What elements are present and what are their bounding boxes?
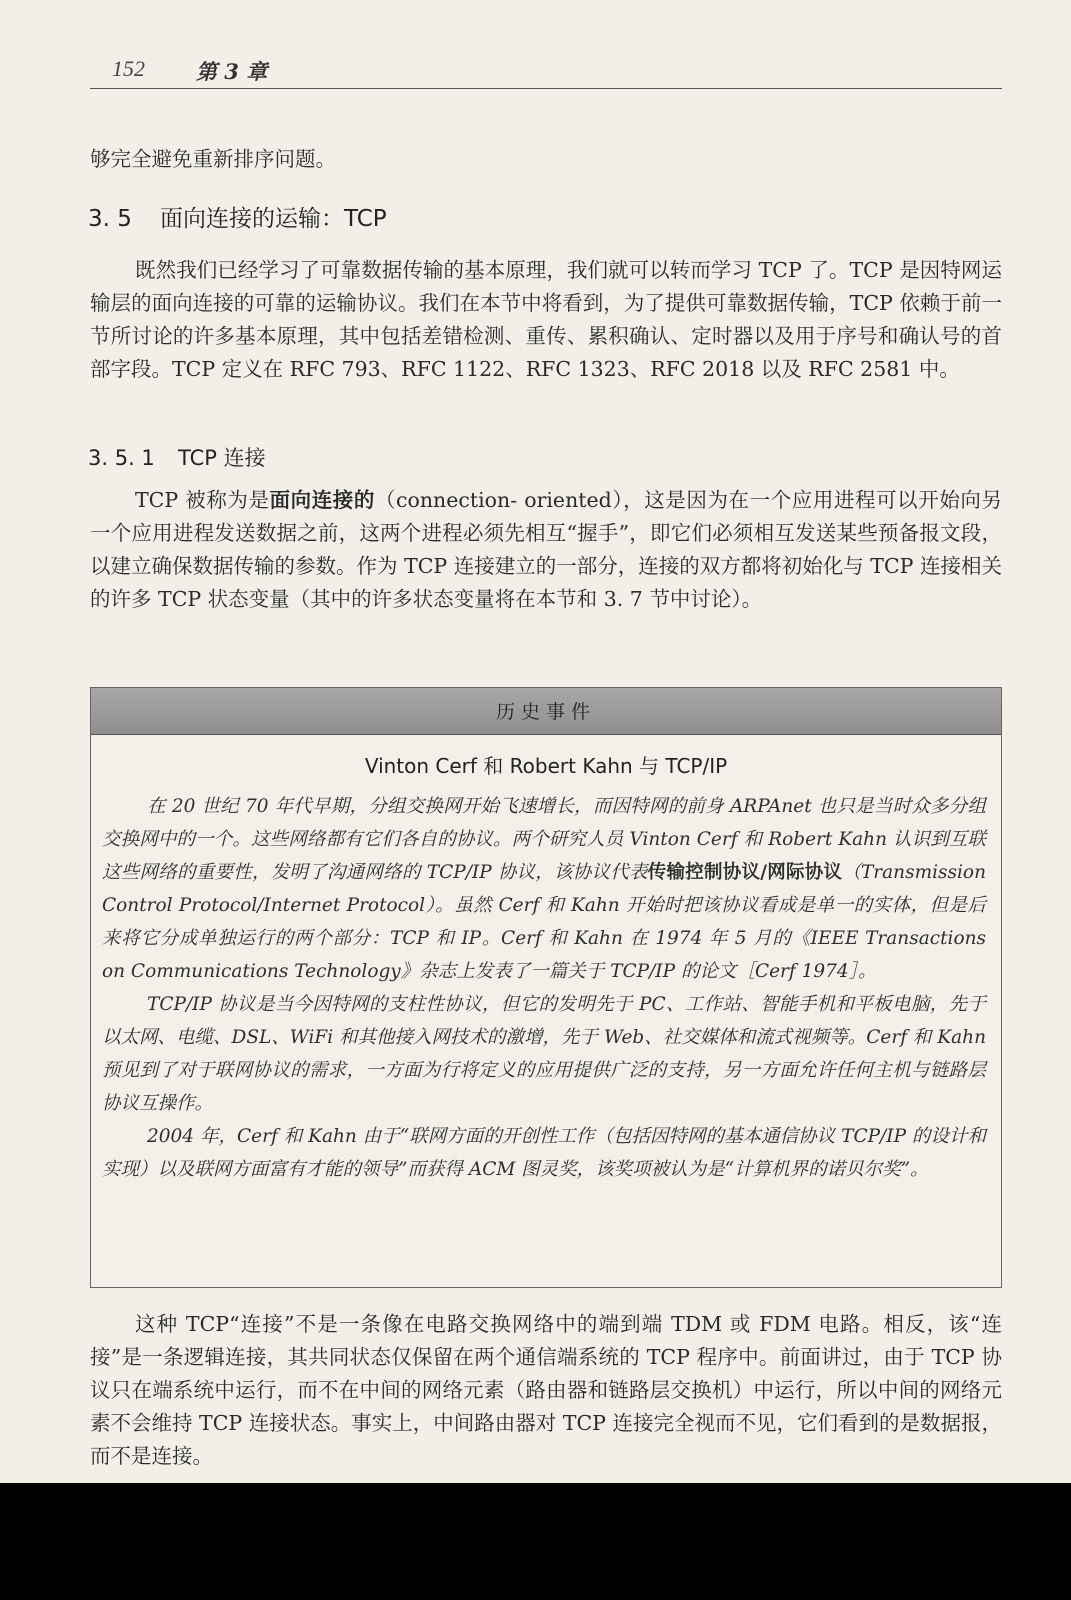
section-number: 3. 5 <box>88 206 132 232</box>
sidebar-p1-rest: （Transmission Control Protocol/Internet Protocol）。虽然 Cerf 和 Kahn 开始时把该协议看成是单一的实体，但是后来将它分成单独运行的两个部分：TCP 和 IP。Cerf 和 Kahn 在 1974 年 5 月的《IEEE Transactions on Communications Technology》杂志上发表了一篇关于 TCP/IP 的论文［Cerf 1974］。 <box>102 862 986 982</box>
term-connection-oriented: 面向连接的 <box>269 488 375 512</box>
section-paragraph: 既然我们已经学习了可靠数据传输的基本原理，我们就可以转而学习 TCP 了。TCP 是因特网运输层的面向连接的可靠的运输协议。我们在本节中将看到，为了提供可靠数据传输，TCP 依赖于前一节所讨论的许多基本原理，其中包括差错检测、重传、累积确认、定时器以及用于序号和确认号的首部字段。TCP 定义在 RFC 793、RFC 1122、RFC 1323、RFC 2018 以及 RFC 2581 中。 <box>90 258 1002 381</box>
chapter-label: 第 3 章 <box>196 59 268 84</box>
subsection-title: TCP 连接 <box>178 446 266 470</box>
sidebar-paragraph-2: TCP/IP 协议是当今因特网的支柱性协议，但它的发明先于 PC、工作站、智能手机和平板电脑，先于以太网、电缆、DSL、WiFi 和其他接入网技术的激增，先于 Web、社交媒体和流式视频等。Cerf 和 Kahn 预见到了对于联网协议的需求，一方面为行将定义的应用提供广泛的支持，另一方面允许任何主机与链路层协议互操作。 <box>102 994 986 1114</box>
subsection-heading <box>88 442 266 472</box>
subsection-number: 3. 5. 1 <box>88 446 155 470</box>
history-sidebar <box>90 687 1002 1288</box>
sidebar-header-band <box>91 688 1001 735</box>
intro-fragment: 够完全避免重新排序问题。 <box>90 147 336 171</box>
subsection-paragraph <box>90 484 1002 616</box>
closing-paragraph: 这种 TCP“连接”不是一条像在电路交换网络中的端到端 TDM 或 FDM 电路。相反，该“连接”是一条逻辑连接，其共同状态仅保留在两个通信端系统的 TCP 程序中。前面讲过，由于 TCP 协议只在端系统中运行，而不在中间的网络元素（路由器和链路层交换机）中运行，所以中间的网络元素不会维持 TCP 连接状态。事实上，中间路由器对 TCP 连接完全视而不见，它们看到的是数据报，而不是连接。 <box>90 1312 1002 1468</box>
sidebar-p1-start: 在 20 世纪 70 年代早期，分组交换网开始飞速增长，而因特网的前身 ARPAnet 也只是当时众多分组交换网中的一个。这些网络都有它们各自的协议。两个研究人员 Vinton Cerf 和 Robert Kahn 认识到互联这些网络的重要性，发明了沟通网络的 TCP/IP 协议，该协议代表 <box>102 796 986 883</box>
para-rest: （connection- oriented），这是因为在一个应用进程可以开始向另一个应用进程发送数据之前，这两个进程必须先相互“握手”，即它们必须相互发送某些预备报文段，以建立确保数据传输的参数。作为 TCP 连接建立的一部分，连接的双方都将初始化与 TCP 连接相关的许多 TCP 状态变量（其中的许多状态变量将在本节和 3. 7 节中讨论）。 <box>90 488 1002 611</box>
sidebar-body <box>102 790 986 1186</box>
sidebar-subtitle: Vinton Cerf 和 Robert Kahn 与 TCP/IP <box>364 754 728 778</box>
section-title: 面向连接的运输：TCP <box>160 206 387 232</box>
header-rule <box>90 88 1002 89</box>
sidebar-band-title: 历史事件 <box>495 701 596 723</box>
page-number: 152 <box>112 56 145 81</box>
sidebar-paragraph-1 <box>102 790 986 988</box>
section-heading <box>88 200 387 233</box>
sidebar-paragraph-3: 2004 年，Cerf 和 Kahn 由于“联网方面的开创性工作（包括因特网的基本通信协议 TCP/IP 的设计和实现）以及联网方面富有才能的领导”而获得 ACM 图灵奖，该奖项被认为是“计算机界的诺贝尔奖”。 <box>102 1126 986 1180</box>
sidebar-term-tcpip: 传输控制协议/网际协议 <box>647 862 843 883</box>
para-start: TCP 被称为是 <box>135 488 270 512</box>
